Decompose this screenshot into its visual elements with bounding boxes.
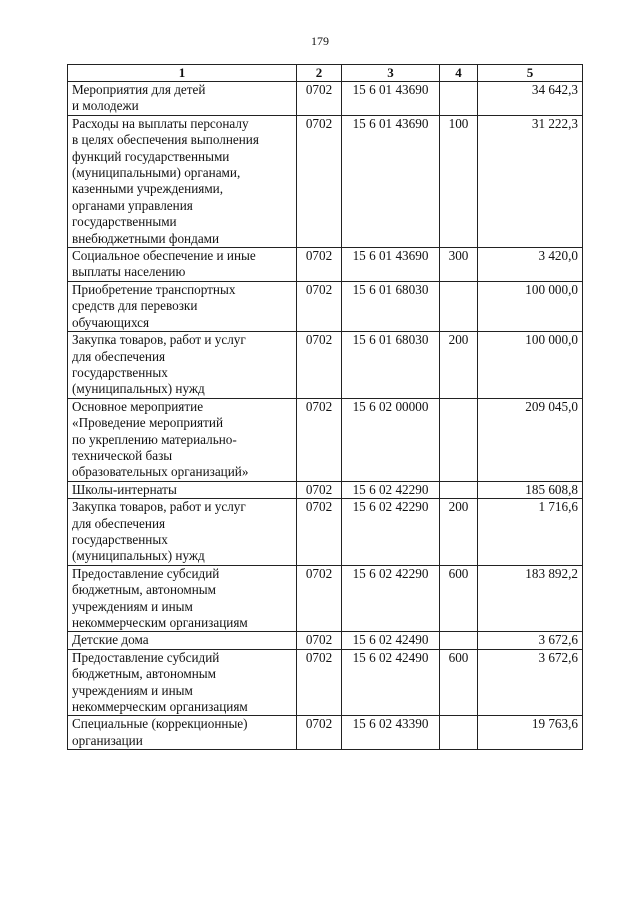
row-name: Школы-интернаты [68, 481, 297, 498]
row-amount: 34 642,3 [478, 82, 583, 116]
row-amount: 100 000,0 [478, 281, 583, 331]
row-amount: 183 892,2 [478, 565, 583, 632]
row-amount: 209 045,0 [478, 398, 583, 481]
row-amount: 31 222,3 [478, 115, 583, 247]
row-section-code: 0702 [297, 115, 342, 247]
row-target-code: 15 6 02 43390 [342, 716, 440, 750]
row-name: Специальные (коррекционные) организации [68, 716, 297, 750]
row-section-code: 0702 [297, 716, 342, 750]
row-name: Предоставление субсидий бюджетным, автономным учреждениям и иным некоммерческим организациям [68, 565, 297, 632]
row-amount: 185 608,8 [478, 481, 583, 498]
row-target-code: 15 6 01 68030 [342, 332, 440, 399]
row-amount: 1 716,6 [478, 499, 583, 566]
row-expense-type [440, 716, 478, 750]
row-target-code: 15 6 02 00000 [342, 398, 440, 481]
row-section-code: 0702 [297, 481, 342, 498]
table-header [68, 65, 583, 82]
table-row [68, 632, 583, 649]
page-number: 179 [311, 34, 329, 48]
table-row [68, 481, 583, 498]
row-section-code: 0702 [297, 649, 342, 716]
row-amount: 3 672,6 [478, 649, 583, 716]
row-name: Детские дома [68, 632, 297, 649]
row-section-code: 0702 [297, 281, 342, 331]
row-target-code: 15 6 02 42290 [342, 499, 440, 566]
row-expense-type [440, 398, 478, 481]
row-expense-type [440, 481, 478, 498]
row-target-code: 15 6 02 42490 [342, 632, 440, 649]
row-name: Закупка товаров, работ и услуг для обеспечения государственных (муниципальных) нужд [68, 499, 297, 566]
header-col-2: 2 [297, 65, 342, 82]
row-section-code: 0702 [297, 632, 342, 649]
row-target-code: 15 6 02 42290 [342, 565, 440, 632]
row-section-code: 0702 [297, 398, 342, 481]
table-row [68, 398, 583, 481]
header-col-3: 3 [342, 65, 440, 82]
row-expense-type: 600 [440, 649, 478, 716]
row-name: Закупка товаров, работ и услуг для обеспечения государственных (муниципальных) нужд [68, 332, 297, 399]
row-target-code: 15 6 02 42490 [342, 649, 440, 716]
header-col-5: 5 [478, 65, 583, 82]
row-expense-type: 200 [440, 332, 478, 399]
header-col-4: 4 [440, 65, 478, 82]
row-amount: 3 672,6 [478, 632, 583, 649]
row-name: Социальное обеспечение и иные выплаты населению [68, 248, 297, 282]
row-name: Приобретение транспортных средств для перевозки обучающихся [68, 281, 297, 331]
row-amount: 3 420,0 [478, 248, 583, 282]
row-section-code: 0702 [297, 332, 342, 399]
budget-table [67, 64, 583, 750]
row-amount: 19 763,6 [478, 716, 583, 750]
table-body [68, 82, 583, 750]
row-name: Мероприятия для детей и молодежи [68, 82, 297, 116]
row-expense-type: 100 [440, 115, 478, 247]
row-section-code: 0702 [297, 499, 342, 566]
row-expense-type: 600 [440, 565, 478, 632]
row-name: Основное мероприятие «Проведение мероприятий по укреплению материально- технической базы образовательных организаций» [68, 398, 297, 481]
row-section-code: 0702 [297, 82, 342, 116]
row-section-code: 0702 [297, 565, 342, 632]
table-row [68, 248, 583, 282]
table-row [68, 115, 583, 247]
table-row [68, 499, 583, 566]
table-row [68, 716, 583, 750]
row-expense-type [440, 281, 478, 331]
row-target-code: 15 6 01 43690 [342, 248, 440, 282]
row-expense-type [440, 632, 478, 649]
header-row [68, 65, 583, 82]
row-target-code: 15 6 01 43690 [342, 115, 440, 247]
table-row [68, 565, 583, 632]
row-expense-type: 200 [440, 499, 478, 566]
table-row [68, 281, 583, 331]
row-target-code: 15 6 01 43690 [342, 82, 440, 116]
row-section-code: 0702 [297, 248, 342, 282]
header-col-1: 1 [68, 65, 297, 82]
row-name: Расходы на выплаты персоналу в целях обеспечения выполнения функций государственными (муниципальными) органами, казенными учреждениями, органами управления государственными внебюджетными фондами [68, 115, 297, 247]
table-row [68, 649, 583, 716]
row-amount: 100 000,0 [478, 332, 583, 399]
row-target-code: 15 6 01 68030 [342, 281, 440, 331]
table-row [68, 82, 583, 116]
row-target-code: 15 6 02 42290 [342, 481, 440, 498]
row-expense-type: 300 [440, 248, 478, 282]
table-row [68, 332, 583, 399]
row-name: Предоставление субсидий бюджетным, автономным учреждениям и иным некоммерческим организациям [68, 649, 297, 716]
row-expense-type [440, 82, 478, 116]
